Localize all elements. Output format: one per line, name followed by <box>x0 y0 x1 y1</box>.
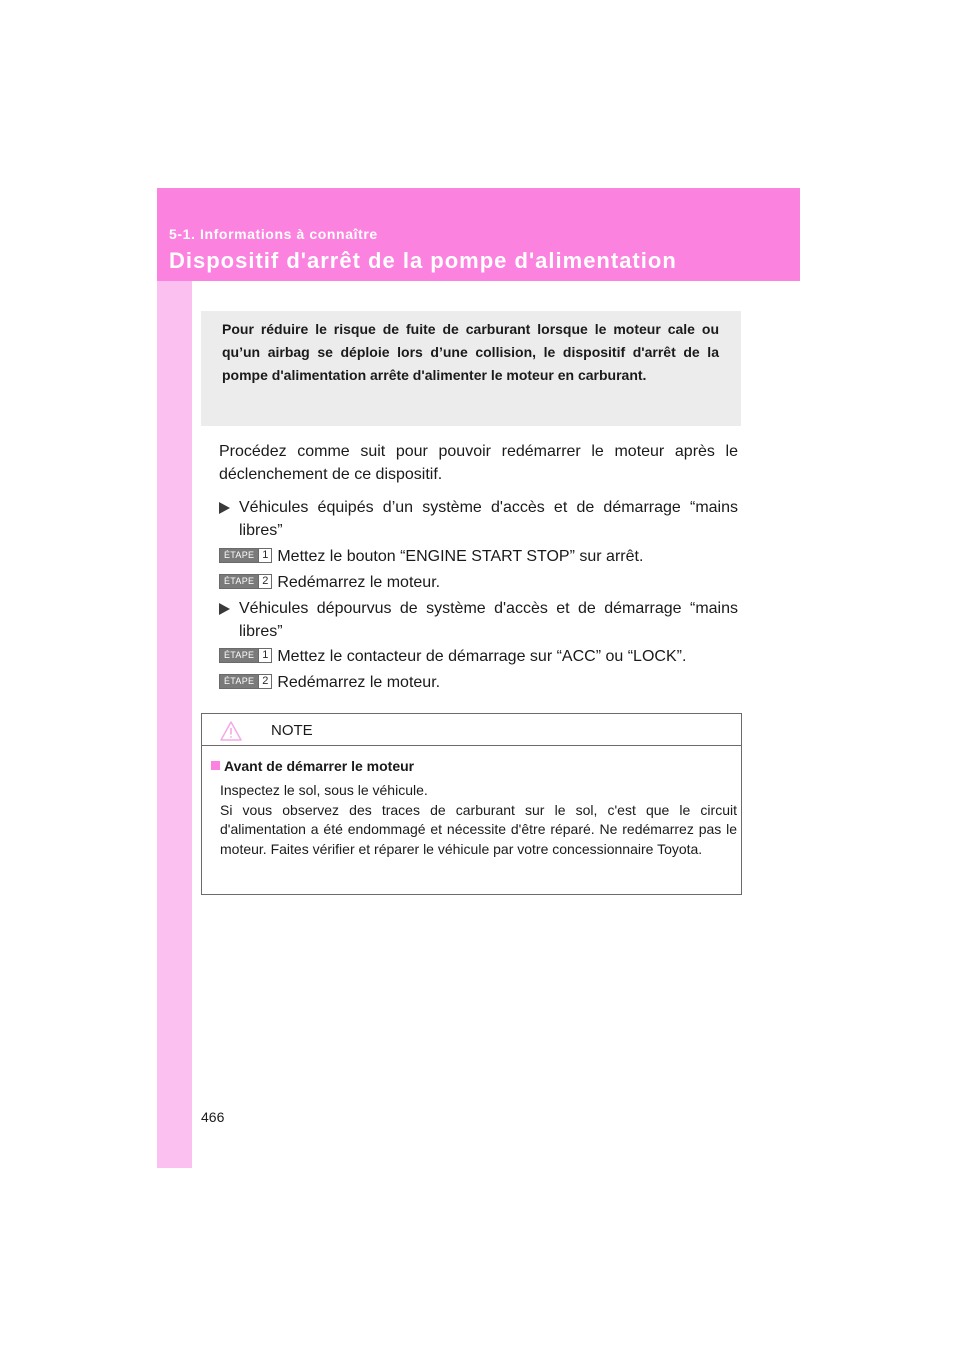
step-text: Redémarrez le moteur. <box>277 574 441 591</box>
section-label: 5-1. Informations à connaître <box>169 226 378 242</box>
step-1-1 <box>219 545 643 568</box>
step-badge-number: 1 <box>258 549 271 562</box>
page-header <box>157 188 800 281</box>
arrow-right-icon <box>219 603 230 615</box>
side-bar <box>157 188 192 1168</box>
step-badge <box>219 674 272 689</box>
body-paragraph: Procédez comme suit pour pouvoir redémarrer le moteur après le déclenchement de ce dispositif. <box>219 443 738 483</box>
intro-box <box>201 311 741 426</box>
arrow-right-icon <box>219 502 230 514</box>
note-subtitle <box>211 758 414 774</box>
square-bullet-icon <box>211 761 220 770</box>
group-heading-text: Véhicules dépourvus de système d'accès et de démarrage “mains libres” <box>239 600 738 640</box>
step-badge-label: ÉTAPE <box>220 649 258 662</box>
note-title: NOTE <box>271 722 313 739</box>
step-text: Mettez le bouton “ENGINE START STOP” sur arrêt. <box>277 548 644 565</box>
note-header <box>202 714 741 746</box>
note-subtitle-text: Avant de démarrer le moteur <box>224 758 415 774</box>
page-number: 466 <box>201 1109 225 1125</box>
warning-icon <box>220 721 242 741</box>
page-title: Dispositif d'arrêt de la pompe d'alimentation <box>169 248 677 273</box>
intro-text: Pour réduire le risque de fuite de carburant lorsque le moteur cale ou qu’un airbag se déploie lors d’une collision, le dispositif d'arrêt de la pompe d'alimentation arrête d'alimenter le moteur en carburant. <box>222 321 719 384</box>
step-badge <box>219 648 272 663</box>
step-badge-label: ÉTAPE <box>220 675 258 688</box>
group-heading-1 <box>219 496 738 542</box>
note-line-1: Inspectez le sol, sous le véhicule. <box>220 782 428 798</box>
note-box <box>201 713 742 895</box>
step-2-2 <box>219 671 440 694</box>
step-badge-label: ÉTAPE <box>220 575 258 588</box>
step-badge-number: 1 <box>258 649 271 662</box>
step-2-1 <box>219 645 686 668</box>
step-text: Redémarrez le moteur. <box>277 674 441 691</box>
step-badge-number: 2 <box>258 675 271 688</box>
step-badge-number: 2 <box>258 575 271 588</box>
note-line-2: Si vous observez des traces de carburant sur le sol, c'est que le circuit d'alimentation a été endommagé et nécessite d'être réparé. Ne redémarrez pas le moteur. Faites vérifier et réparer le véhicule par votre concessionnaire Toyota. <box>220 801 737 857</box>
step-badge <box>219 548 272 563</box>
group-heading-2 <box>219 597 738 643</box>
step-text: Mettez le contacteur de démarrage sur “ACC” ou “LOCK”. <box>277 648 687 665</box>
note-body <box>220 781 737 859</box>
group-heading-text: Véhicules équipés d’un système d'accès et de démarrage “mains libres” <box>239 499 738 539</box>
step-badge <box>219 574 272 589</box>
step-badge-label: ÉTAPE <box>220 549 258 562</box>
step-1-2 <box>219 571 440 594</box>
